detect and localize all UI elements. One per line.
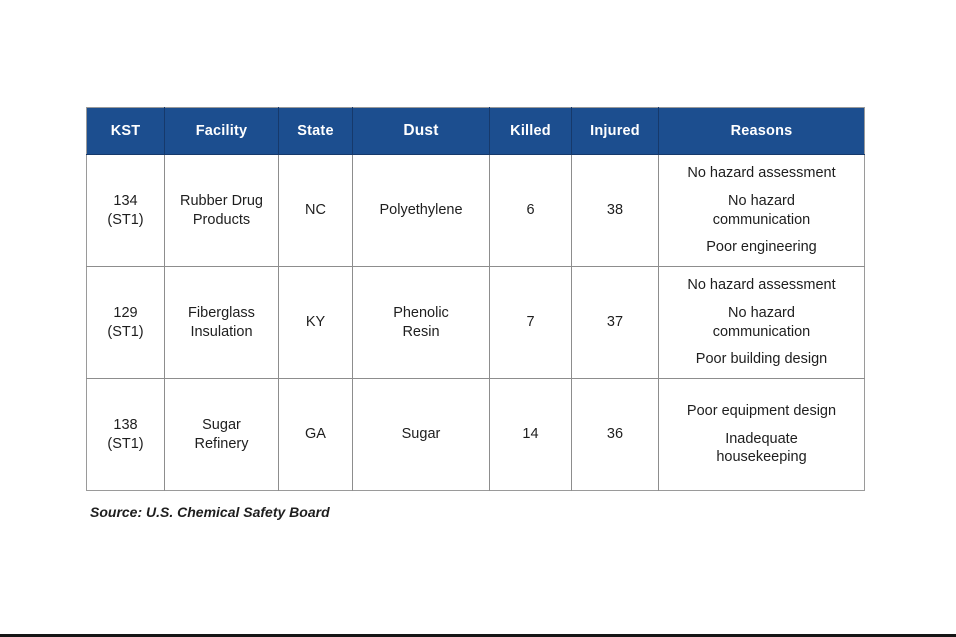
table-row — [87, 379, 865, 491]
cell-injured: 36 — [572, 379, 659, 491]
column-header-dust: Dust — [353, 108, 490, 155]
column-header-reasons: Reasons — [659, 108, 865, 155]
cell-killed: 6 — [490, 155, 572, 267]
cell-killed: 14 — [490, 379, 572, 491]
facility-line-2: Insulation — [190, 323, 253, 340]
cell-injured: 37 — [572, 267, 659, 379]
table-row — [87, 267, 865, 379]
source-note: Source: U.S. Chemical Safety Board — [90, 504, 330, 520]
kst-number: 134 — [113, 192, 138, 209]
reason-item: No hazard assessment — [687, 165, 836, 182]
facility-line-2: Products — [192, 211, 251, 228]
reason-item: No hazard communication — [712, 192, 811, 228]
cell-dust — [353, 267, 490, 379]
table-header — [87, 108, 865, 155]
facility-line-2: Refinery — [194, 435, 249, 452]
column-header-kst: KST — [87, 108, 165, 155]
kst-number: 138 — [113, 416, 138, 433]
table-row — [87, 155, 865, 267]
dust-line-1: Phenolic — [393, 304, 449, 321]
facility-line-1: Rubber Drug — [179, 192, 263, 209]
cell-dust — [353, 379, 490, 491]
reason-item: Poor building design — [695, 351, 828, 368]
dust-line-2: Resin — [402, 323, 440, 340]
kst-subtype: (ST1) — [107, 211, 144, 228]
reason-item: Poor equipment design — [686, 403, 837, 420]
column-header-injured: Injured — [572, 108, 659, 155]
kst-subtype: (ST1) — [107, 435, 144, 452]
cell-dust — [353, 155, 490, 267]
cell-facility — [165, 267, 279, 379]
reason-item: No hazard assessment — [687, 277, 836, 294]
cell-state: NC — [279, 155, 353, 267]
table-body — [87, 155, 865, 491]
cell-facility — [165, 379, 279, 491]
dust-incidents-figure — [86, 107, 864, 520]
column-header-state: State — [279, 108, 353, 155]
cell-reasons — [659, 267, 865, 379]
cell-injured: 38 — [572, 155, 659, 267]
dust-line-1: Sugar — [401, 426, 441, 443]
cell-reasons — [659, 155, 865, 267]
cell-state: KY — [279, 267, 353, 379]
cell-kst — [87, 379, 165, 491]
kst-subtype: (ST1) — [107, 323, 144, 340]
reason-item: Inadequate housekeeping — [716, 430, 807, 466]
cell-kst — [87, 155, 165, 267]
kst-number: 129 — [113, 304, 138, 321]
cell-state: GA — [279, 379, 353, 491]
cell-facility — [165, 155, 279, 267]
cell-killed: 7 — [490, 267, 572, 379]
cell-kst — [87, 267, 165, 379]
column-header-facility: Facility — [165, 108, 279, 155]
reason-item: Poor engineering — [706, 239, 817, 256]
combustible-dust-incidents-table — [86, 107, 865, 491]
reason-item: No hazard communication — [712, 304, 811, 340]
facility-line-1: Sugar — [202, 416, 241, 433]
column-header-killed: Killed — [490, 108, 572, 155]
dust-line-1: Polyethylene — [379, 202, 463, 219]
cell-reasons — [659, 379, 865, 491]
table-header-row — [87, 108, 865, 155]
facility-line-1: Fiberglass — [188, 304, 255, 321]
